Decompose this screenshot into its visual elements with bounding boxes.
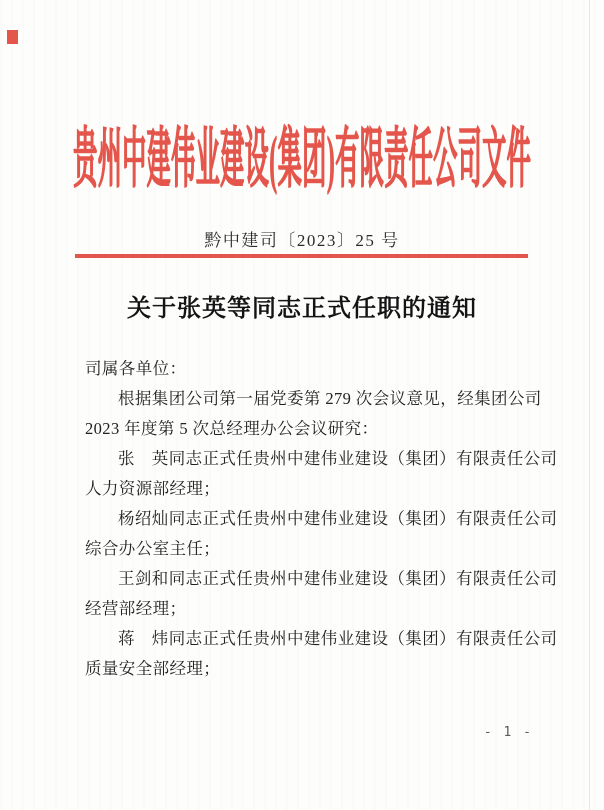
- scan-edge-artifact: [589, 0, 590, 810]
- document-body: [85, 354, 558, 684]
- body-text-line: 人力资源部经理；: [85, 479, 221, 498]
- notice-title: 关于张英等同志正式任职的通知: [127, 296, 477, 322]
- body-text-line: 2023 年度第 5 次总经理办公会议研究：: [85, 419, 379, 438]
- body-text-line: 经营部经理；: [85, 599, 187, 618]
- body-text-line: 综合办公室主任；: [85, 539, 221, 558]
- body-text-line: 质量安全部经理；: [85, 659, 221, 678]
- body-text-line: 司属各单位：: [85, 359, 187, 378]
- body-text-line: 杨绍灿同志正式任贵州中建伟业建设（集团）有限责任公司: [118, 509, 558, 528]
- page-number: - 1 -: [483, 725, 533, 740]
- red-corner-scan-mark: [7, 30, 18, 44]
- body-text-line: 张 英同志正式任贵州中建伟业建设（集团）有限责任公司: [118, 449, 558, 468]
- body-text-line: 根据集团公司第一届党委第 279 次会议意见，经集团公司: [118, 389, 542, 408]
- body-text-line: 蒋 炜同志正式任贵州中建伟业建设（集团）有限责任公司: [118, 629, 558, 648]
- header-divider-line: [75, 254, 528, 258]
- document-reference-number: 黔中建司〔2023〕25 号: [204, 231, 400, 250]
- body-text-line: 王剑和同志正式任贵州中建伟业建设（集团）有限责任公司: [118, 569, 558, 588]
- document-header-org-title: 贵州中建伟业建设(集团)有限责任公司文件: [73, 126, 531, 198]
